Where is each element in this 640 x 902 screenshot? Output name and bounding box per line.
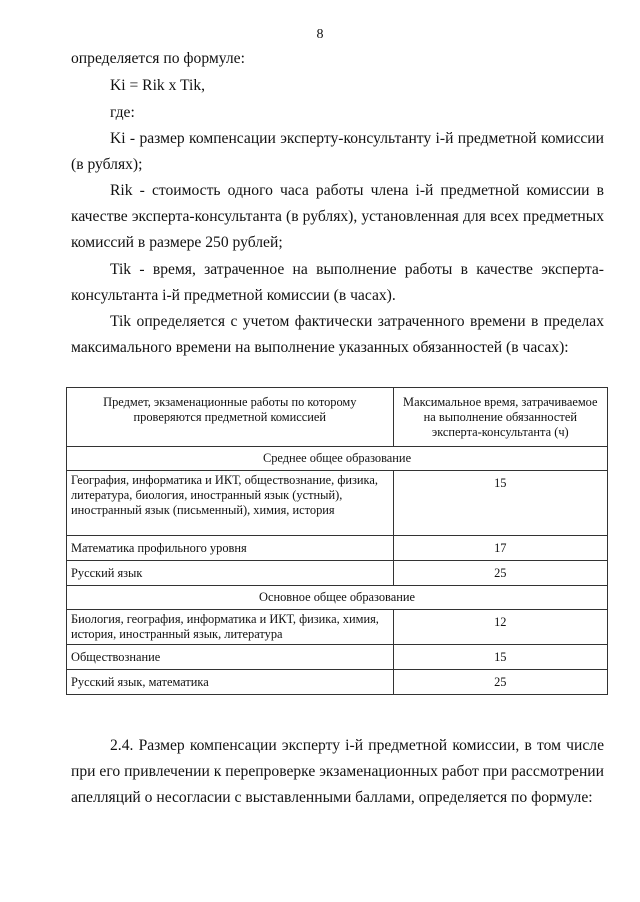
section-title: Основное общее образование (67, 586, 608, 610)
hours-cell: 25 (393, 561, 607, 586)
table-row (67, 645, 608, 670)
table-row (67, 561, 608, 586)
tik-definition: Tik - время, затраченное на выполнение работы в качестве эксперта-консультанта i-й предметной комиссии (в часах). (71, 261, 604, 304)
hours-cell: 12 (393, 610, 607, 645)
header-subject: Предмет, экзаменационные работы по которому проверяются предметной комиссией (67, 388, 394, 447)
hours-cell: 17 (393, 536, 607, 561)
hours-cell: 25 (393, 670, 607, 695)
section-title: Среднее общее образование (67, 447, 608, 471)
formula-line: Ki = Rik x Tik, (110, 77, 206, 94)
section-2-4-paragraph: 2.4. Размер компенсации эксперту i-й предметной комиссии, в том числе при его привлечении к перепроверке экзаменационных работ при рассмотрении апелляций о несогласии с выставленными баллами, определяется по формуле: (71, 737, 604, 806)
subject-cell: География, информатика и ИКТ, обществознание, физика, литература, биология, иностранный язык (устный), иностранный язык (письменный), химия, история (67, 471, 394, 536)
rik-definition: Rik - стоимость одного часа работы члена i-й предметной комиссии в качестве эксперта-консультанта (в рублях), установленная для всех предметных комиссий в размере 250 рублей; (71, 182, 604, 251)
ki-definition: Ki - размер компенсации эксперту-консультанту i-й предметной комиссии (в рублях); (71, 130, 604, 173)
subject-cell: Математика профильного уровня (67, 536, 394, 561)
section-row (67, 447, 608, 471)
subject-cell: Биология, география, информатика и ИКТ, физика, химия, история, иностранный язык, литература (67, 610, 394, 645)
subject-cell: Обществознание (67, 645, 394, 670)
table-row (67, 536, 608, 561)
subject-cell: Русский язык, математика (67, 670, 394, 695)
page-number: 8 (316, 27, 324, 42)
table-row (67, 670, 608, 695)
max-time-table (66, 387, 608, 695)
table-row (67, 471, 608, 536)
tik-note: Tik определяется с учетом фактически затраченного времени в пределах максимального времени на выполнение указанных обязанностей (в часах): (71, 313, 604, 356)
header-hours: Максимальное время, затрачиваемое на выполнение обязанностей эксперта-консультанта (ч) (393, 388, 607, 447)
where-line: где: (110, 104, 135, 121)
table-row (67, 610, 608, 645)
intro-line: определяется по формуле: (71, 50, 245, 67)
section-row (67, 586, 608, 610)
subject-cell: Русский язык (67, 561, 394, 586)
hours-cell: 15 (393, 645, 607, 670)
table-header-row (67, 388, 608, 447)
hours-cell: 15 (393, 471, 607, 536)
